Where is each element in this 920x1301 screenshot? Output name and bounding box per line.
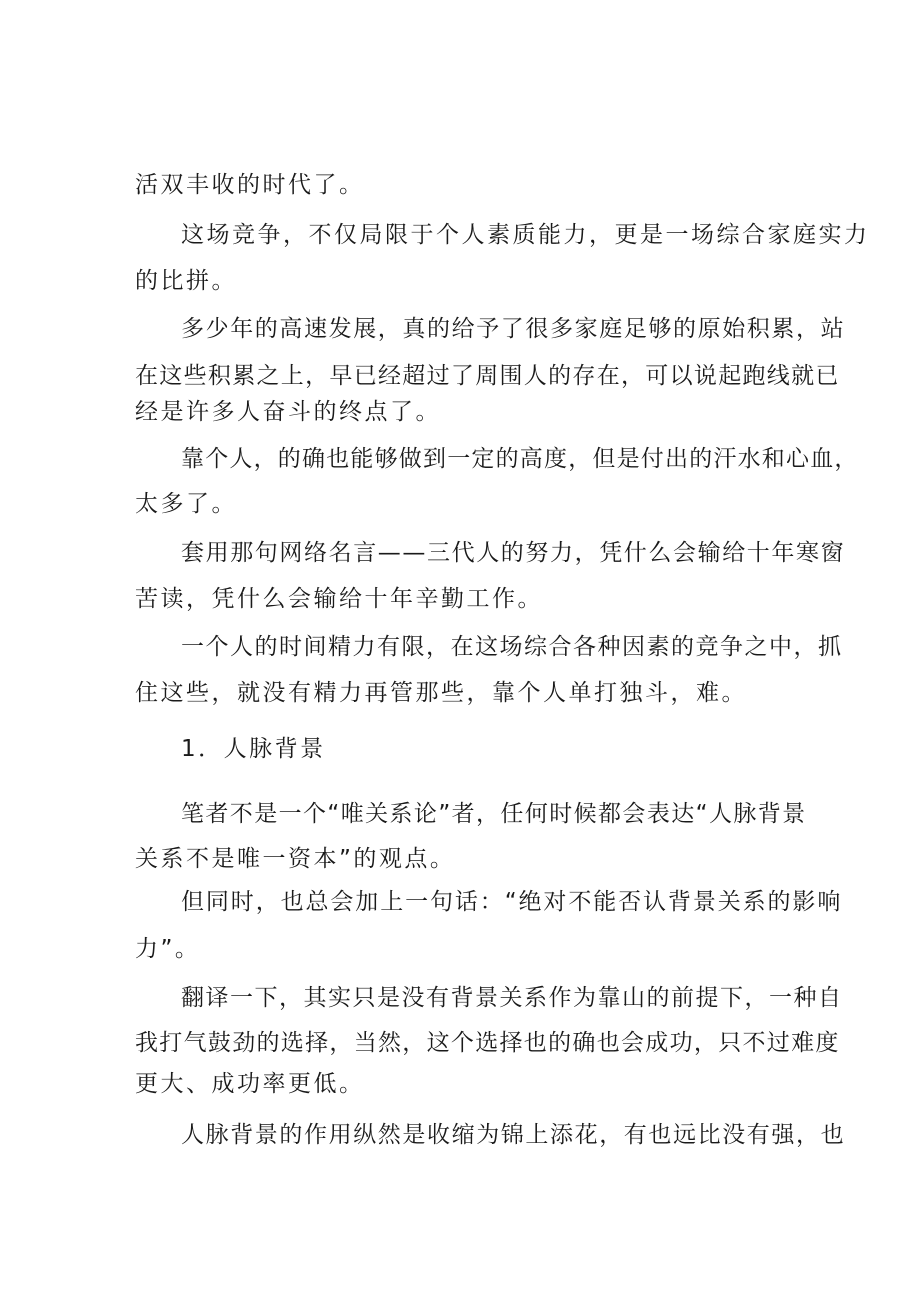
paragraph-line: 一个人的时间精力有限，在这场综合各种因素的竞争之中，抓 — [181, 634, 843, 660]
paragraph-line: 套用那句网络名言——三代人的努力，凭什么会输给十年寒窗 — [181, 540, 846, 566]
paragraph-line: 太多了。 — [135, 491, 237, 517]
paragraph-line: 在这些积累之上，早已经超过了周围人的存在，可以说起跑线就已 — [135, 363, 840, 389]
paragraph-line: 力”。 — [135, 936, 201, 962]
paragraph-line: 翻译一下，其实只是没有背景关系作为靠山的前提下，一种自 — [181, 985, 843, 1011]
paragraph-line: 经是许多人奋斗的终点了。 — [135, 399, 441, 425]
paragraph-line: 笔者不是一个“唯关系论”者，任何时候都会表达“人脉背景 — [181, 801, 807, 827]
paragraph-line: 多少年的高速发展，真的给予了很多家庭足够的原始积累，站 — [181, 316, 846, 342]
paragraph-line: 这场竞争，不仅局限于个人素质能力，更是一场综合家庭实力 — [181, 222, 870, 248]
section-heading: 1．人脉背景 — [181, 736, 326, 762]
paragraph-line: 的比拼。 — [135, 268, 237, 294]
paragraph-line: 但同时，也总会加上一句话：“绝对不能否认背景关系的影响 — [181, 889, 843, 915]
paragraph-line: 苦读，凭什么会输给十年辛勤工作。 — [135, 586, 543, 612]
paragraph-line: 人脉背景的作用纵然是收缩为锦上添花，有也远比没有强，也 — [181, 1122, 846, 1148]
paragraph-line: 我打气鼓劲的选择，当然，这个选择也的确也会成功，只不过难度 — [135, 1030, 840, 1056]
paragraph-line: 关系不是唯一资本”的观点。 — [135, 846, 456, 872]
paragraph-line: 住这些，就没有精力再管那些，靠个人单打独斗，难。 — [135, 680, 747, 706]
paragraph-line: 靠个人，的确也能够做到一定的高度，但是付出的汗水和心血， — [181, 446, 859, 472]
paragraph-line: 更大、成功率更低。 — [135, 1071, 365, 1097]
paragraph-line: 活双丰收的时代了。 — [135, 172, 365, 198]
